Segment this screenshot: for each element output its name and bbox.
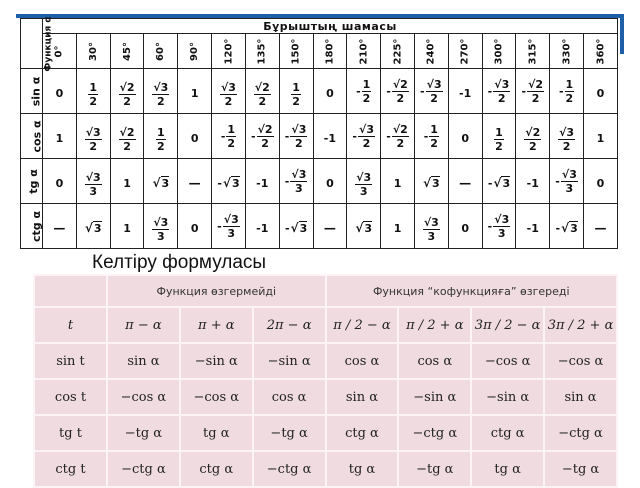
t-label: t [34,307,107,343]
angle-label: 360° [595,38,606,64]
formula-cell: −cos α [107,379,180,415]
angle-header [212,34,246,69]
value-cell: — [43,204,77,249]
angle-header [347,34,381,69]
formula-cell: −cos α [471,343,544,379]
value-cell: 1 [178,69,212,114]
formula-cell: sin α [107,343,180,379]
formula-cell: −sin α [398,379,471,415]
angle-header [414,34,448,69]
formula-cell: cos α [326,343,399,379]
angle-label: 120° [222,38,234,64]
angle-title: Бұрыштың шамасы [43,19,618,34]
function-row [21,69,618,114]
row-label: sin t [34,343,107,379]
formula-cell: −ctg α [398,415,471,451]
value-cell: - $\frac{√3}{2}$ [414,69,448,114]
formula-cell: cos α [398,343,471,379]
value-cell: — [313,204,347,249]
formula-cell: ctg α [471,415,544,451]
angle-header [381,34,415,69]
row-label: tg t [34,415,107,451]
formula-cell: −ctg α [107,451,180,487]
angle-label: 90° [189,41,201,61]
group-unchanged: Функция өзгермейді [107,275,326,307]
angle-label: 270° [459,38,471,64]
value-cell: √ 3 [414,159,448,204]
formula-cell: ctg α [180,451,253,487]
value-cell: $\frac{√3}{3}$ [347,159,381,204]
formula-cell: sin α [544,379,617,415]
argument-header: π + α [180,307,253,343]
function-row [21,204,618,249]
value-cell: 0 [313,69,347,114]
value-cell: 0 [313,159,347,204]
value-cell: $\frac{√3}{3}$ [144,204,178,249]
angle-label: 0° [53,45,65,57]
value-cell: 0 [43,69,77,114]
argument-header: 3π / 2 + α [544,307,617,343]
formula-cell: −sin α [253,343,326,379]
value-cell: $\frac{√2}{2}$ [245,69,279,114]
value-cell: - $\frac{√3}{2}$ [279,114,313,159]
value-cell: √ 3 [76,204,110,249]
angle-label: 330° [561,38,573,64]
value-cell: - $\frac{√3}{3}$ [550,159,584,204]
angle-label: 315° [527,38,539,64]
value-cell: -1 [245,204,279,249]
value-cell: -1 [516,204,550,249]
argument-header: 3π / 2 − α [471,307,544,343]
formula-cell: −cos α [544,343,617,379]
angle-label: 240° [425,38,437,64]
trig-values-table [20,15,618,249]
value-cell: 1 [43,114,77,159]
angle-header-row [21,34,618,69]
function-row [21,159,618,204]
formula-cell: −sin α [180,343,253,379]
value-cell: √ 3 [144,159,178,204]
value-cell: 0 [43,159,77,204]
value-cell: 1 [381,159,415,204]
value-cell: 0 [584,69,618,114]
value-cell: -1 [516,159,550,204]
value-cell: - $\frac{√3}{3}$ [279,159,313,204]
value-cell: - $\frac{√3}{2}$ [482,69,516,114]
angle-header [76,34,110,69]
value-cell: — [178,159,212,204]
formula-cell: tg α [326,451,399,487]
formula-row [34,343,617,379]
formula-cell: −cos α [180,379,253,415]
value-cell: $\frac{√3}{3}$ [76,159,110,204]
value-cell: - √ 3 [212,159,246,204]
angle-header [313,34,347,69]
value-cell: -1 [245,159,279,204]
slide-frame-right [620,14,624,54]
value-cell: - $\frac{1}{2}$ [212,114,246,159]
angle-header [110,34,144,69]
value-cell: $\frac{1}{2}$ [279,69,313,114]
angle-header [482,34,516,69]
value-cell: $\frac{√3}{3}$ [414,204,448,249]
value-cell: $\frac{√3}{2}$ [212,69,246,114]
formula-cell: sin α [326,379,399,415]
value-cell: $\frac{√2}{2}$ [110,114,144,159]
value-cell: $\frac{√3}{2}$ [550,114,584,159]
formula-cell: −sin α [471,379,544,415]
angle-label: 30° [87,41,99,61]
formula-cell: tg α [180,415,253,451]
value-cell: -1 [313,114,347,159]
function-row [21,114,618,159]
row-label: cos t [34,379,107,415]
value-cell: - $\frac{1}{2}$ [550,69,584,114]
value-cell: - √ 3 [550,204,584,249]
value-cell: $\frac{√2}{2}$ [110,69,144,114]
value-cell: 0 [448,114,482,159]
value-cell: √ 3 [347,204,381,249]
value-cell: 0 [448,204,482,249]
angle-label: 60° [155,41,167,61]
formula-cell: −tg α [107,415,180,451]
angle-label: 210° [358,38,370,64]
formula-cell: cos α [253,379,326,415]
value-cell: - $\frac{√3}{3}$ [212,204,246,249]
header-blank [34,275,107,307]
value-cell: $\frac{√3}{2}$ [144,69,178,114]
angle-header [584,34,618,69]
formula-row [34,379,617,415]
function-label: ctg α [21,204,43,249]
value-cell: - $\frac{1}{2}$ [414,114,448,159]
argument-header: π / 2 + α [398,307,471,343]
value-cell: - $\frac{√2}{2}$ [245,114,279,159]
value-cell: 1 [110,204,144,249]
value-cell: - $\frac{√3}{2}$ [347,114,381,159]
formula-cell: ctg α [326,415,399,451]
value-cell: - $\frac{√3}{3}$ [482,204,516,249]
argument-header: π / 2 − α [326,307,399,343]
function-label: tg α [21,159,43,204]
angle-header [144,34,178,69]
formula-cell: −tg α [398,451,471,487]
value-cell: 1 [584,114,618,159]
angle-label: 45° [121,41,133,61]
value-cell: 1 [381,204,415,249]
function-label: sin α [21,69,43,114]
value-cell: — [584,204,618,249]
reduction-formulas-table [33,274,618,488]
formula-cell: −tg α [544,451,617,487]
value-cell: - √ 3 [279,204,313,249]
angle-label: 225° [392,38,404,64]
function-label: cos α [21,114,43,159]
row-label: ctg t [34,451,107,487]
angle-label: 150° [290,38,302,64]
angle-header [178,34,212,69]
value-cell: 0 [584,159,618,204]
value-cell: $\frac{1}{2}$ [76,69,110,114]
value-cell: $\frac{1}{2}$ [144,114,178,159]
formula-cell: −ctg α [253,451,326,487]
value-cell: 0 [178,204,212,249]
value-cell: - √ 3 [482,159,516,204]
value-cell: — [448,159,482,204]
angle-label: 300° [493,38,505,64]
value-cell: - $\frac{1}{2}$ [347,69,381,114]
angle-header [550,34,584,69]
section-heading: Келтіру формуласы [92,252,267,273]
angle-label: 135° [256,38,268,64]
formula-cell: −tg α [253,415,326,451]
angle-header [516,34,550,69]
argument-row [34,307,617,343]
formula-cell: −ctg α [544,415,617,451]
value-cell: -1 [448,69,482,114]
angle-header [448,34,482,69]
function-corner-label: Функция α [21,19,43,69]
angle-label: 180° [324,38,336,64]
angle-header [279,34,313,69]
value-cell: 1 [110,159,144,204]
value-cell: 0 [178,114,212,159]
group-cofunction: Функция “кофункцияға” өзгереді [326,275,617,307]
argument-header: 2π − α [253,307,326,343]
value-cell: $\frac{√3}{2}$ [76,114,110,159]
angle-header [245,34,279,69]
value-cell: - $\frac{√2}{2}$ [516,69,550,114]
formula-cell: tg α [471,451,544,487]
value-cell: - $\frac{√2}{2}$ [381,69,415,114]
value-cell: - $\frac{√2}{2}$ [381,114,415,159]
formula-row [34,451,617,487]
value-cell: $\frac{√2}{2}$ [516,114,550,159]
formula-row [34,415,617,451]
argument-header: π − α [107,307,180,343]
value-cell: $\frac{1}{2}$ [482,114,516,159]
